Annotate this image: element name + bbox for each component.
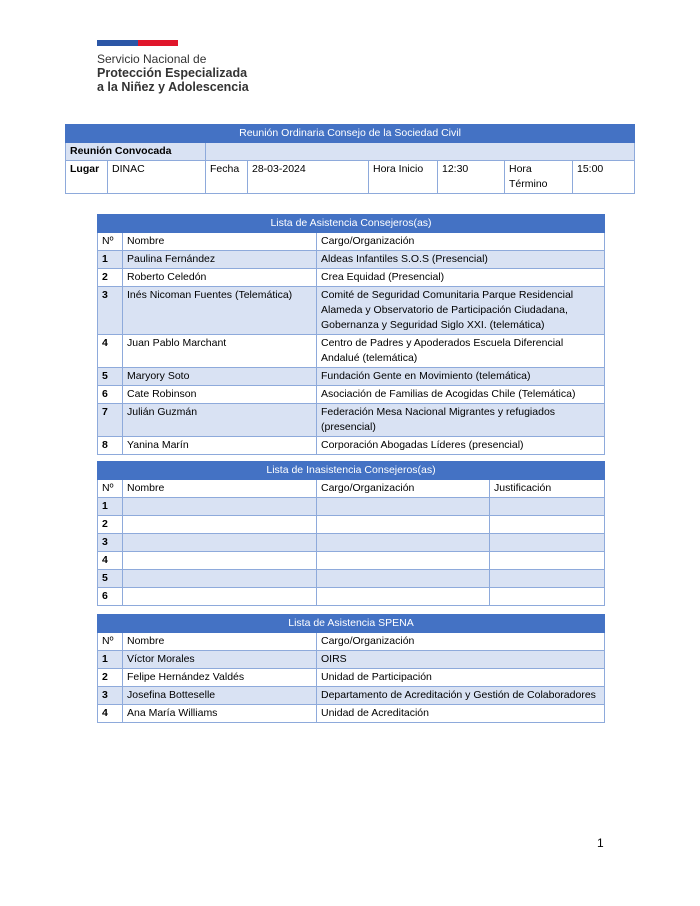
spena-header-num: Nº — [98, 633, 123, 651]
row-role: Aldeas Infantiles S.O.S (Presencial) — [317, 251, 605, 269]
row-name — [123, 552, 317, 570]
row-name: Felipe Hernández Valdés — [123, 669, 317, 687]
row-role: Fundación Gente en Movimiento (telemática) — [317, 368, 605, 386]
row-number: 5 — [98, 368, 123, 386]
table-row — [98, 705, 605, 723]
meeting-place-value: DINAC — [108, 161, 206, 194]
row-name: Roberto Celedón — [123, 269, 317, 287]
row-justification — [490, 498, 605, 516]
row-name: Inés Nicoman Fuentes (Telemática) — [123, 287, 317, 335]
table-row — [98, 498, 605, 516]
row-name: Juan Pablo Marchant — [123, 335, 317, 368]
spena-header-name: Nombre — [123, 633, 317, 651]
row-role — [317, 570, 490, 588]
row-number: 5 — [98, 570, 123, 588]
table-row — [98, 404, 605, 437]
meeting-convened-label: Reunión Convocada — [66, 143, 206, 161]
row-role: OIRS — [317, 651, 605, 669]
table-row — [98, 335, 605, 368]
row-role: Comité de Seguridad Comunitaria Parque Residencial Alameda y Observatorio de Participación Ciudadana, Gobernanza y Seguridad Siglo XXI. (telemática) — [317, 287, 605, 335]
row-justification — [490, 534, 605, 552]
logo-line-2: Protección Especializada — [97, 66, 248, 80]
row-number: 1 — [98, 651, 123, 669]
table-row — [98, 534, 605, 552]
table-row — [98, 516, 605, 534]
page-number: 1 — [597, 836, 604, 850]
meeting-start-value: 12:30 — [438, 161, 505, 194]
row-number: 3 — [98, 534, 123, 552]
absence-header-name: Nombre — [123, 480, 317, 498]
row-role — [317, 534, 490, 552]
row-name: Paulina Fernández — [123, 251, 317, 269]
absence-table — [97, 461, 605, 606]
row-number: 1 — [98, 498, 123, 516]
attendance-header-num: Nº — [98, 233, 123, 251]
table-row — [98, 287, 605, 335]
row-number: 1 — [98, 251, 123, 269]
table-row — [98, 687, 605, 705]
attendance-title: Lista de Asistencia Consejeros(as) — [98, 215, 605, 233]
row-role: Federación Mesa Nacional Migrantes y refugiados (presencial) — [317, 404, 605, 437]
spena-title: Lista de Asistencia SPENA — [98, 615, 605, 633]
absence-header-num: Nº — [98, 480, 123, 498]
row-name: Josefina Botteselle — [123, 687, 317, 705]
row-number: 3 — [98, 287, 123, 335]
meeting-convened-value — [206, 143, 635, 161]
logo-line-1: Servicio Nacional de — [97, 52, 207, 66]
row-number: 2 — [98, 669, 123, 687]
row-justification — [490, 516, 605, 534]
attendance-header-name: Nombre — [123, 233, 317, 251]
table-row — [98, 269, 605, 287]
row-justification — [490, 570, 605, 588]
row-role: Unidad de Participación — [317, 669, 605, 687]
attendance-table — [97, 214, 605, 455]
table-row — [98, 386, 605, 404]
spena-header-role: Cargo/Organización — [317, 633, 605, 651]
row-justification — [490, 552, 605, 570]
meeting-date-value: 28-03-2024 — [248, 161, 369, 194]
table-row — [98, 588, 605, 606]
row-role — [317, 516, 490, 534]
row-number: 4 — [98, 552, 123, 570]
row-name: Julián Guzmán — [123, 404, 317, 437]
table-row — [98, 669, 605, 687]
row-role: Centro de Padres y Apoderados Escuela Diferencial Andalué (telemática) — [317, 335, 605, 368]
row-name — [123, 498, 317, 516]
table-row — [98, 251, 605, 269]
row-role: Unidad de Acreditación — [317, 705, 605, 723]
row-name — [123, 588, 317, 606]
attendance-header-role: Cargo/Organización — [317, 233, 605, 251]
row-role: Corporación Abogadas Líderes (presencial) — [317, 437, 605, 455]
absence-header-role: Cargo/Organización — [317, 480, 490, 498]
row-name: Cate Robinson — [123, 386, 317, 404]
logo-flag-bar — [97, 40, 178, 46]
row-role: Asociación de Familias de Acogidas Chile (Telemática) — [317, 386, 605, 404]
meeting-title: Reunión Ordinaria Consejo de la Sociedad Civil — [66, 125, 635, 143]
table-row — [98, 570, 605, 588]
logo — [97, 40, 249, 94]
row-name: Ana María Williams — [123, 705, 317, 723]
absence-title: Lista de Inasistencia Consejeros(as) — [98, 462, 605, 480]
row-name — [123, 570, 317, 588]
row-role: Departamento de Acreditación y Gestión de Colaboradores — [317, 687, 605, 705]
row-number: 2 — [98, 516, 123, 534]
spena-table — [97, 614, 605, 723]
meeting-end-label: Hora Término — [505, 161, 573, 194]
row-number: 6 — [98, 386, 123, 404]
table-row — [98, 368, 605, 386]
meeting-place-label: Lugar — [66, 161, 108, 194]
row-number: 7 — [98, 404, 123, 437]
meeting-date-label: Fecha — [206, 161, 248, 194]
row-name — [123, 534, 317, 552]
row-name: Maryory Soto — [123, 368, 317, 386]
row-number: 4 — [98, 705, 123, 723]
table-row — [98, 552, 605, 570]
absence-header-justification: Justificación — [490, 480, 605, 498]
table-row — [98, 651, 605, 669]
row-number: 4 — [98, 335, 123, 368]
row-name: Víctor Morales — [123, 651, 317, 669]
row-number: 8 — [98, 437, 123, 455]
row-justification — [490, 588, 605, 606]
meeting-start-label: Hora Inicio — [369, 161, 438, 194]
row-role — [317, 588, 490, 606]
table-row — [98, 437, 605, 455]
row-name — [123, 516, 317, 534]
row-number: 3 — [98, 687, 123, 705]
meeting-table — [65, 124, 635, 194]
row-role — [317, 498, 490, 516]
row-role: Crea Equidad (Presencial) — [317, 269, 605, 287]
meeting-end-value: 15:00 — [573, 161, 635, 194]
row-number: 2 — [98, 269, 123, 287]
row-name: Yanina Marín — [123, 437, 317, 455]
row-number: 6 — [98, 588, 123, 606]
row-role — [317, 552, 490, 570]
logo-line-3: a la Niñez y Adolescencia — [97, 80, 249, 94]
